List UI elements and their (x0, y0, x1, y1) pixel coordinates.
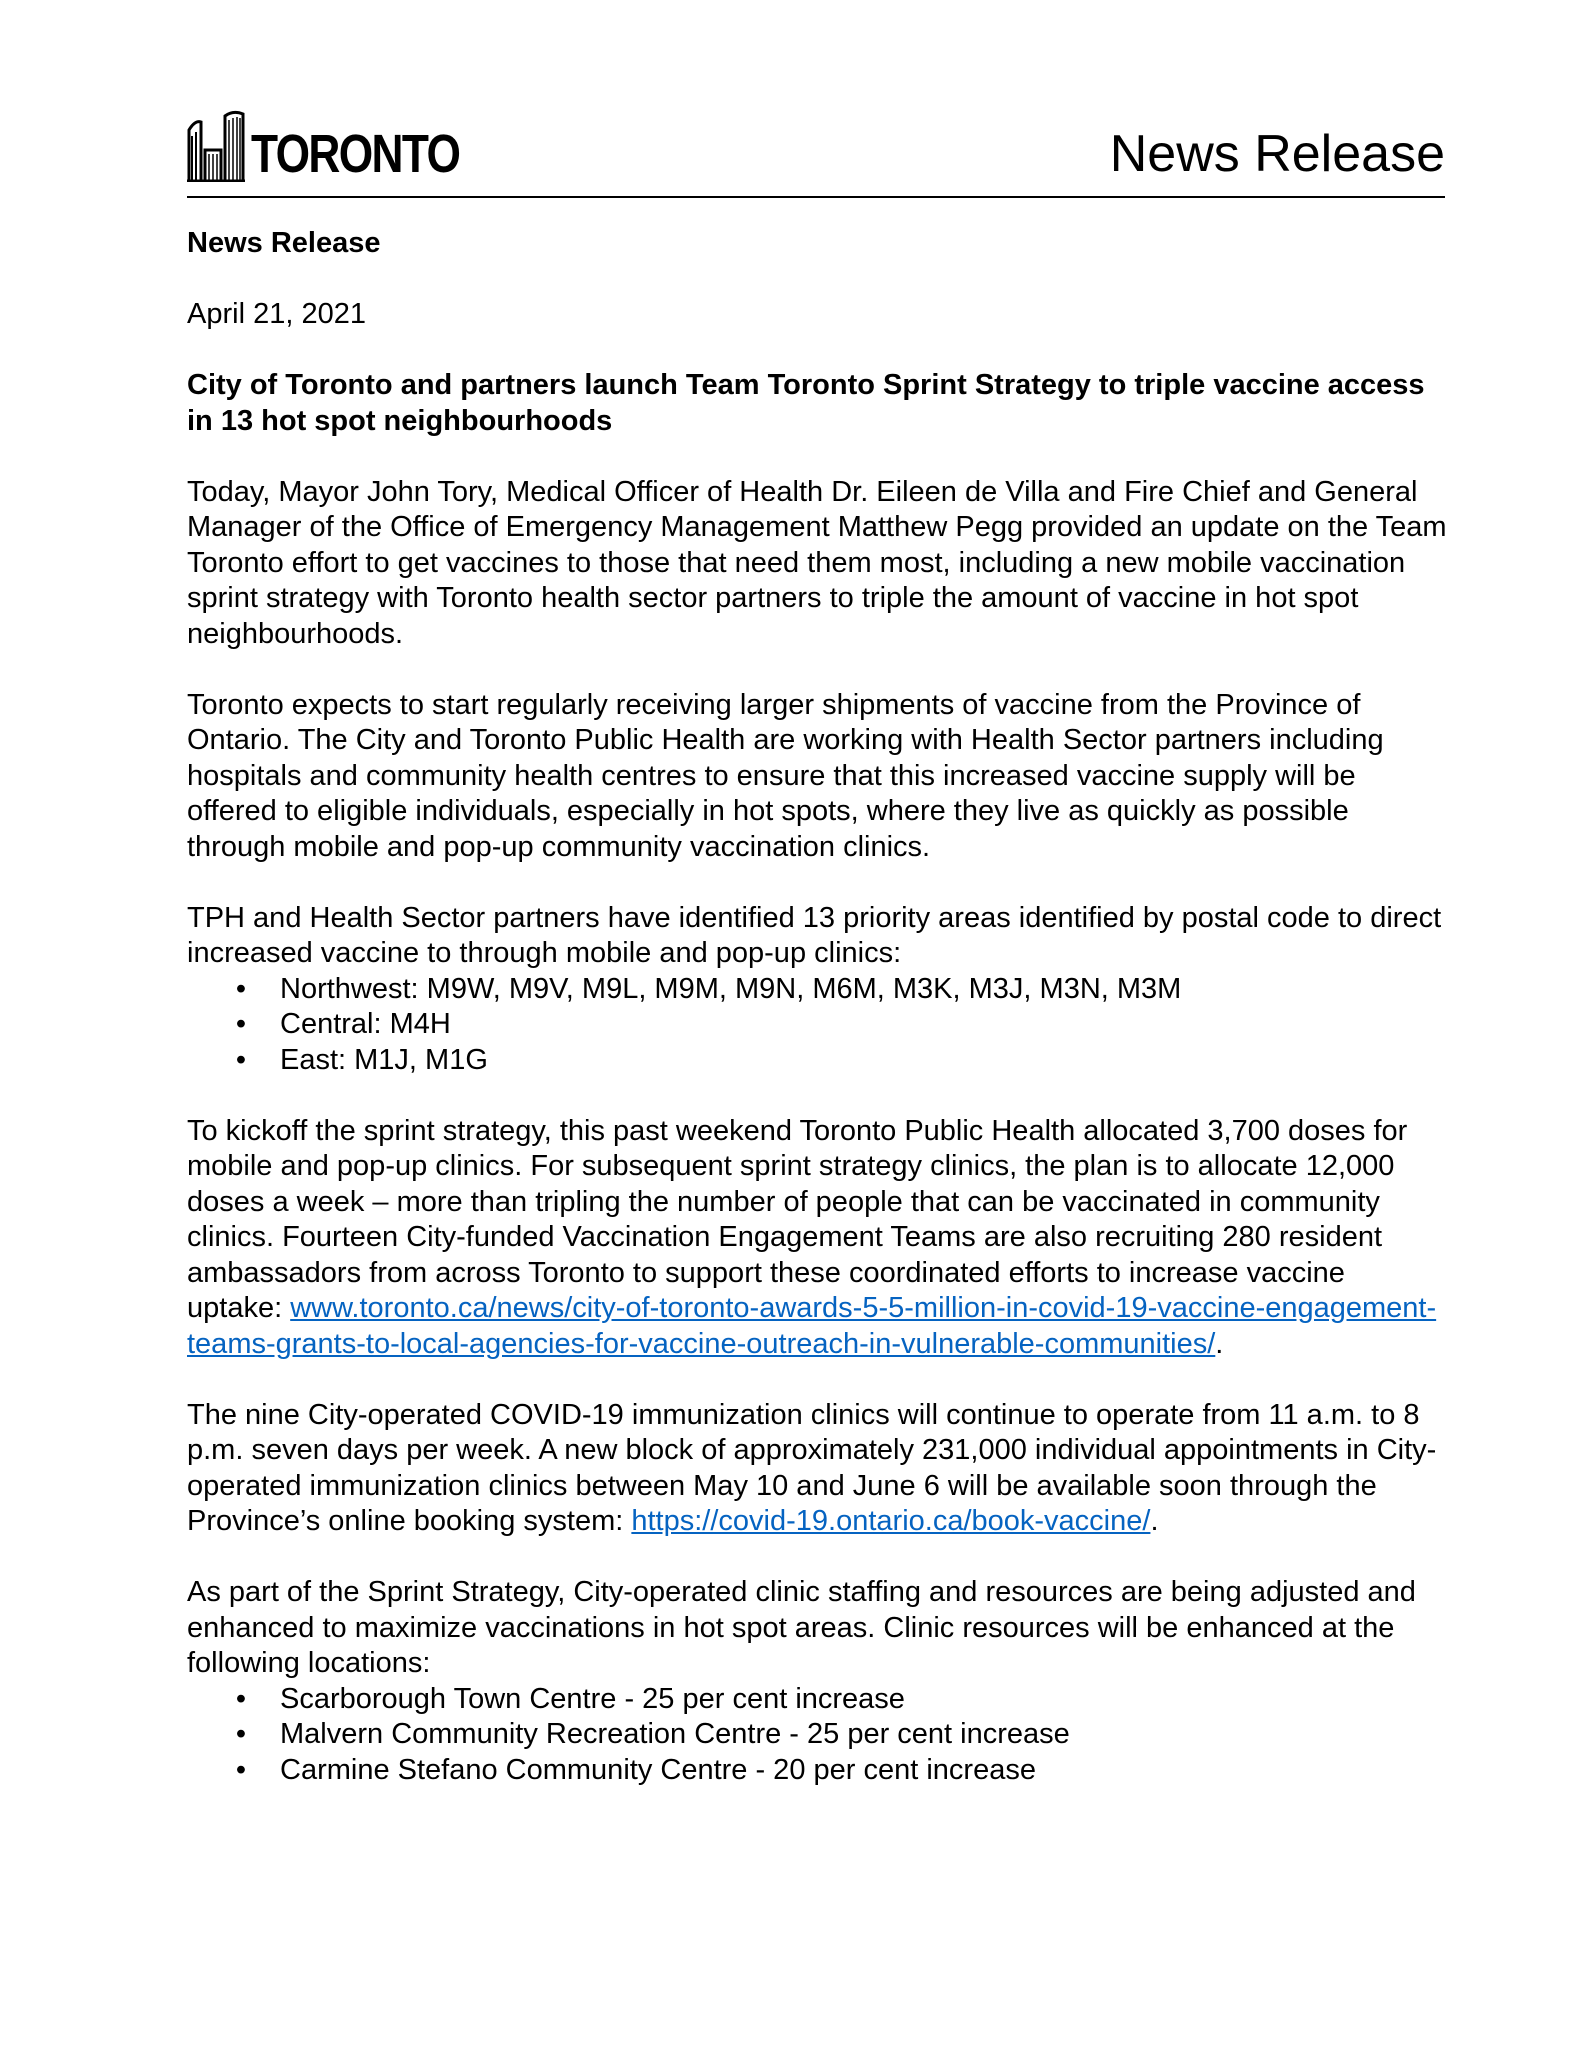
document-body (187, 226, 1447, 1824)
clinic-locations-list (187, 1682, 1447, 1789)
paragraph-1: Today, Mayor John Tory, Medical Officer of Health Dr. Eileen de Villa and Fire Chief and General Manager of the Office of Emergency Management Matthew Pegg provided an update on the Team Toronto effort to get vaccines to those that need them most, including a new mobile vaccination sprint strategy with Toronto health sector partners to triple the amount of vaccine in hot spot neighbourhoods. (187, 475, 1447, 650)
bullet-icon: • (235, 1718, 247, 1750)
list-item: • Northwest: M9W, M9V, M9L, M9M, M9N, M6M, M3K, M3J, M3N, M3M (187, 972, 1447, 1008)
list-item: • East: M1J, M1G (187, 1043, 1447, 1079)
vaccine-engagement-link[interactable]: www.toronto.ca/news/city-of-toronto-awards-5-5-million-in-covid-19-vaccine-engagement-teams-grants-to-local-agencies-for-vaccine-outreach-in-vulnerable-communities/ (187, 1292, 1437, 1360)
list-item: • Malvern Community Recreation Centre - 25 per cent increase (187, 1717, 1447, 1753)
book-vaccine-link[interactable]: https://covid-19.ontario.ca/book-vaccine/ (631, 1505, 1151, 1537)
header-title: News Release (1109, 125, 1445, 183)
toronto-logo (187, 102, 505, 182)
bullet-icon: • (235, 1753, 247, 1786)
release-label: News Release (187, 227, 381, 259)
page-header (187, 100, 1445, 198)
bullet-icon: • (235, 1682, 247, 1715)
headline: City of Toronto and partners launch Team Toronto Sprint Strategy to triple vaccine access in 13 hot spot neighbourhoods (187, 369, 1425, 437)
release-date: April 21, 2021 (187, 298, 366, 330)
bullet-icon: • (235, 1043, 247, 1076)
list-item: • Carmine Stefano Community Centre - 20 per cent increase (187, 1753, 1447, 1789)
city-hall-icon (187, 110, 245, 182)
logo-wordmark: TORONTO (251, 124, 460, 184)
paragraph-3: TPH and Health Sector partners have identified 13 priority areas identified by postal code to direct increased vaccine to through mobile and pop-up clinics: (187, 901, 1442, 969)
priority-areas-list (187, 972, 1447, 1079)
paragraph-6: As part of the Sprint Strategy, City-operated clinic staffing and resources are being adjusted and enhanced to maximize vaccinations in hot spot areas. Clinic resources will be enhanced at the following locations: (187, 1576, 1416, 1679)
list-item: • Scarborough Town Centre - 25 per cent increase (187, 1682, 1447, 1718)
bullet-icon: • (235, 972, 247, 1005)
bullet-icon: • (235, 1008, 247, 1040)
paragraph-2: Toronto expects to start regularly receiving larger shipments of vaccine from the Province of Ontario. The City and Toronto Public Health are working with Health Sector partners including hospitals and community health centres to ensure that this increased vaccine supply will be offered to eligible individuals, especially in hot spots, where they live as quickly as possible through mobile and pop-up community vaccination clinics. (187, 688, 1384, 863)
paragraph-4: To kickoff the sprint strategy, this past weekend Toronto Public Health allocated 3,700 doses for mobile and pop-up clinics. For subsequent sprint strategy clinics, the plan is to allocate 12,000 doses a week – more than tripling the number of people that can be vaccinated in community clinics. Fourteen City-funded Vaccination Engagement Teams are also recruiting 280 resident ambassadors from across Toronto to support these coordinated efforts to increase vaccine uptake: www.toronto.ca/news/city-of-toronto-awards-5-5-million-in-covid-19-vaccine-engagement-teams-grants-to-local-agencies-for-vaccine-outreach-in-vulnerable-communities/. (187, 1114, 1437, 1360)
paragraph-5: The nine City-operated COVID-19 immunization clinics will continue to operate from 11 a.m. to 8 p.m. seven days per week. A new block of approximately 231,000 individual appointments in City-operated immunization clinics between May 10 and June 6 will be available soon through the Province’s online booking system: https://covid-19.ontario.ca/book-vaccine/. (187, 1398, 1437, 1537)
list-item: • Central: M4H (187, 1007, 1447, 1043)
